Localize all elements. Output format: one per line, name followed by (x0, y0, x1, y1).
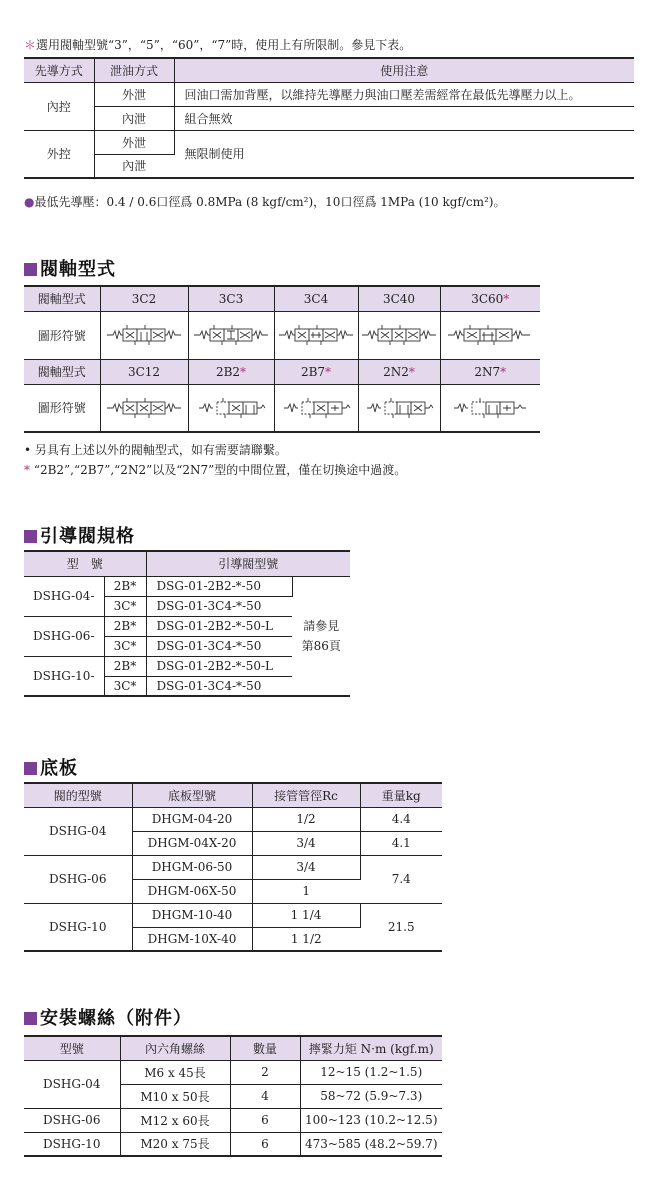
mounting-bolt-table (24, 1035, 442, 1157)
section-title-text: 閥軸型式 (40, 259, 116, 280)
spool-type-label: 3C4 (303, 291, 329, 306)
table-row (24, 1108, 442, 1132)
spool-type-label: 2N2 (383, 364, 409, 379)
bolt-cell: M6 x 45長 (120, 1060, 230, 1084)
port-size-cell: 3/4 (252, 831, 360, 855)
spool-symbol-cell (188, 384, 274, 432)
spool-type-cell (358, 359, 440, 384)
spool-type-cell (188, 359, 274, 384)
drain-method-cell: 內泄 (94, 154, 174, 178)
col-header-weight: 重量kg (360, 783, 442, 807)
model-cell: DSHG-10- (24, 656, 104, 696)
col-header-pilot: 先導方式 (24, 58, 94, 82)
section-title-spool (24, 255, 116, 281)
port-size-cell: 3/4 (252, 855, 360, 879)
sub-type-cell: 2B* (104, 616, 146, 636)
sub-type-cell: 3C* (104, 636, 146, 656)
valve-3-position-symbol-icon (277, 324, 355, 346)
plate-model-cell: DHGM-06X-50 (132, 879, 252, 903)
spool-type-cell (100, 286, 188, 311)
spool-type-cell (274, 359, 358, 384)
port-size-cell: 1 1/2 (252, 927, 360, 951)
bullet-icon: • (24, 443, 32, 457)
section-title-base-plate (24, 754, 78, 780)
spool-type-label: 2B7 (300, 364, 326, 379)
sub-type-cell: 3C* (104, 596, 146, 616)
usage-note-cell: 回油口需加背壓，以維持先導壓力與油口壓差需經常在最低先導壓力以上。 (174, 82, 634, 106)
star-mark: * (503, 291, 510, 306)
reference-text: 請參見 (303, 618, 340, 633)
bolt-cell: M10 x 50長 (120, 1084, 230, 1108)
usage-note-cell: 無限制使用 (174, 130, 634, 178)
pilot-valve-cell: DSG-01-2B2-*-50 (146, 576, 292, 596)
pilot-method-cell: 內控 (24, 82, 94, 130)
col-header-model: 型號 (24, 1036, 120, 1060)
section-square-icon (24, 530, 37, 543)
pilot-valve-table (24, 550, 350, 697)
intro-note-text: 選用閥軸型號“3”，“5”，“60”，“7”時，使用上有所限制。參見下表。 (36, 38, 412, 52)
bolt-cell: M20 x 75長 (120, 1132, 230, 1156)
col-header-pilot-valve: 引導閥型號 (146, 551, 350, 576)
valve-model-cell: DSHG-04 (24, 807, 132, 855)
valve-2-position-symbol-icon (195, 397, 267, 419)
intro-note (24, 36, 411, 53)
plate-model-cell: DHGM-04-20 (132, 807, 252, 831)
valve-model-cell: DSHG-10 (24, 903, 132, 951)
valve-3-position-symbol-icon (360, 324, 438, 346)
sub-type-cell: 2B* (104, 576, 146, 596)
spool-type-label: 3C12 (127, 364, 161, 379)
table-row (24, 106, 634, 130)
pilot-valve-cell: DSG-01-3C4-*-50 (146, 636, 292, 656)
drain-method-cell: 內泄 (94, 106, 174, 130)
section-square-icon (24, 762, 37, 775)
spool-type-cell (188, 286, 274, 311)
base-plate-table (24, 782, 442, 952)
spool-type-label: 3C2 (131, 291, 157, 306)
row-label-spool-type: 閥軸型式 (24, 359, 100, 384)
table-row (24, 576, 350, 596)
reference-page-text: 第86頁 (301, 638, 341, 653)
weight-cell: 21.5 (360, 903, 442, 951)
section-title-text: 引導閥規格 (40, 526, 135, 547)
pilot-valve-cell: DSG-01-3C4-*-50 (146, 596, 292, 616)
star-mark: * (408, 364, 415, 379)
min-pilot-note (24, 193, 505, 210)
valve-2-position-symbol-icon (280, 397, 352, 419)
spool-symbol-cell (440, 311, 540, 359)
spool-type-cell (100, 359, 188, 384)
port-size-cell: 1 1/4 (252, 903, 360, 927)
star-mark: * (325, 364, 332, 379)
row-label-spool-type: 閥軸型式 (24, 286, 100, 311)
star-mark: * (24, 463, 30, 477)
weight-cell: 7.4 (360, 855, 442, 903)
spool-symbol-cell (440, 384, 540, 432)
spool-type-cell (440, 359, 540, 384)
spool-type-label: 3C60 (471, 291, 504, 306)
col-header-drain: 泄油方式 (94, 58, 174, 82)
spool-symbol-cell (188, 311, 274, 359)
section-title-text: 安裝螺絲（附件） (40, 1008, 192, 1029)
row-label-symbol: 圖形符號 (24, 311, 100, 359)
table-row (24, 903, 442, 927)
col-header-quantity: 數量 (230, 1036, 300, 1060)
spool-note-text: “2B2”,“2B7”,“2N2”以及“2N7”型的中間位置，僅在切換途中過渡。 (33, 463, 407, 477)
plate-model-cell: DHGM-04X-20 (132, 831, 252, 855)
valve-3-position-symbol-icon (105, 397, 183, 419)
star-mark: * (240, 364, 247, 379)
pilot-valve-cell: DSG-01-2B2-*-50-L (146, 656, 292, 676)
section-title-pilot-valve (24, 522, 135, 548)
quantity-cell: 6 (230, 1132, 300, 1156)
spool-symbol-row (24, 384, 540, 432)
star-mark: * (500, 364, 507, 379)
spool-symbol-cell (100, 311, 188, 359)
col-header-note: 使用注意 (174, 58, 634, 82)
spool-symbol-cell (274, 384, 358, 432)
valve-2-position-symbol-icon (363, 397, 435, 419)
spool-type-cell (274, 286, 358, 311)
row-label-symbol: 圖形符號 (24, 384, 100, 432)
spool-note-text: 另具有上述以外的閥軸型式，如有需要請聯繫。 (34, 443, 287, 457)
bolt-cell: M12 x 60長 (120, 1108, 230, 1132)
torque-cell: 100~123 (10.2~12.5) (300, 1108, 442, 1132)
col-header-port-size: 接管管徑Rc (252, 783, 360, 807)
table-row (24, 1060, 442, 1084)
pilot-method-cell: 外控 (24, 130, 94, 178)
spool-type-table (24, 285, 540, 433)
valve-2-position-symbol-icon (450, 397, 530, 419)
quantity-cell: 6 (230, 1108, 300, 1132)
section-square-icon (24, 1012, 37, 1025)
spool-type-row (24, 286, 540, 311)
model-cell: DSHG-10 (24, 1132, 120, 1156)
torque-cell: 473~585 (48.2~59.7) (300, 1132, 442, 1156)
spool-symbol-cell (358, 311, 440, 359)
col-header-valve-model: 閥的型號 (24, 783, 132, 807)
min-pilot-text: 最低先導壓：0.4 / 0.6口徑爲 0.8MPa (8 kgf/cm²)，10口徑爲 1MPa (10 kgf/cm²)。 (34, 195, 506, 209)
pilot-valve-cell: DSG-01-3C4-*-50 (146, 676, 292, 696)
spool-type-label: 2B2 (215, 364, 241, 379)
col-header-plate-model: 底板型號 (132, 783, 252, 807)
pilot-valve-cell: DSG-01-2B2-*-50-L (146, 616, 292, 636)
table-header-row (24, 783, 442, 807)
table-row (24, 807, 442, 831)
spool-type-row (24, 359, 540, 384)
spool-type-cell (358, 286, 440, 311)
table-header-row (24, 551, 350, 576)
spool-note-2 (24, 461, 406, 478)
model-cell: DSHG-06 (24, 1108, 120, 1132)
spool-note-1 (24, 441, 287, 458)
table-header-row (24, 1036, 442, 1060)
col-header-model: 型 號 (24, 551, 146, 576)
note-star-mark: ＊ (24, 38, 37, 52)
plate-model-cell: DHGM-06-50 (132, 855, 252, 879)
table-row (24, 1132, 442, 1156)
bullet-icon: ● (24, 195, 35, 209)
valve-3-position-symbol-icon (446, 324, 534, 346)
spool-type-cell (440, 286, 540, 311)
spool-symbol-cell (274, 311, 358, 359)
table-row (24, 855, 442, 879)
valve-3-position-symbol-icon (192, 324, 270, 346)
section-square-icon (24, 263, 37, 276)
model-cell: DSHG-06- (24, 616, 104, 656)
spool-symbol-row (24, 311, 540, 359)
model-cell: DSHG-04 (24, 1060, 120, 1108)
torque-cell: 58~72 (5.9~7.3) (300, 1084, 442, 1108)
valve-model-cell: DSHG-06 (24, 855, 132, 903)
col-header-torque: 擰緊力矩 N·m (kgf.m) (300, 1036, 442, 1060)
plate-model-cell: DHGM-10X-40 (132, 927, 252, 951)
spool-type-label: 3C40 (382, 291, 416, 306)
drain-method-cell: 外泄 (94, 130, 174, 154)
table-row (24, 82, 634, 106)
weight-cell: 4.1 (360, 831, 442, 855)
reference-cell (292, 576, 350, 696)
quantity-cell: 2 (230, 1060, 300, 1084)
spool-type-label: 2N7 (474, 364, 501, 379)
drain-method-cell: 外泄 (94, 82, 174, 106)
weight-cell: 4.4 (360, 807, 442, 831)
port-size-cell: 1/2 (252, 807, 360, 831)
pilot-drain-table (24, 57, 634, 179)
model-cell: DSHG-04- (24, 576, 104, 616)
col-header-bolt: 內六角螺絲 (120, 1036, 230, 1060)
plate-model-cell: DHGM-10-40 (132, 903, 252, 927)
sub-type-cell: 2B* (104, 656, 146, 676)
section-title-mounting-bolts (24, 1004, 192, 1030)
torque-cell: 12~15 (1.2~1.5) (300, 1060, 442, 1084)
table-header-row (24, 58, 634, 82)
valve-3-position-symbol-icon (105, 324, 183, 346)
spool-type-label: 3C3 (218, 291, 244, 306)
table-row (24, 130, 634, 154)
sub-type-cell: 3C* (104, 676, 146, 696)
section-title-text: 底板 (40, 758, 78, 779)
usage-note-cell: 組合無效 (174, 106, 634, 130)
spool-symbol-cell (100, 384, 188, 432)
quantity-cell: 4 (230, 1084, 300, 1108)
spool-symbol-cell (358, 384, 440, 432)
port-size-cell: 1 (252, 879, 360, 903)
